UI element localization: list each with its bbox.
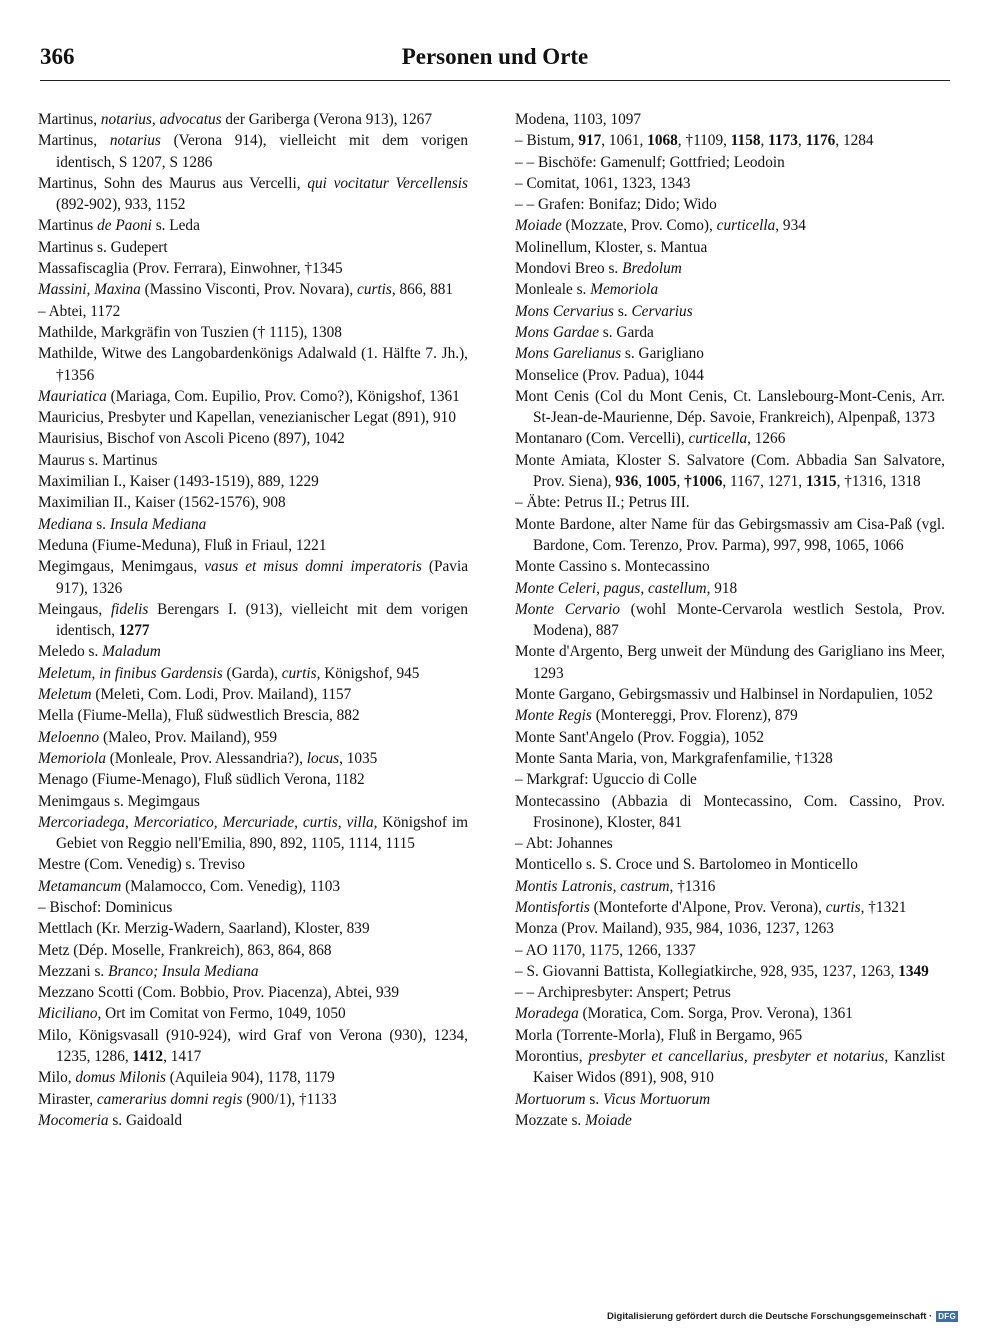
entry-text: Megimgaus, Menimgaus,: [38, 558, 205, 576]
entry-text: Massafiscaglia (Prov. Ferrara), Einwohner, †1345: [38, 260, 343, 278]
entry-text: – Comitat, 1061, 1323, 1343: [515, 174, 691, 192]
entry-text: Martinus,: [38, 132, 110, 150]
index-entry: [38, 514, 468, 535]
index-entry: [38, 215, 468, 236]
index-entry: [515, 343, 945, 364]
entry-text: Monselice (Prov. Padua), 1044: [515, 366, 704, 384]
entry-text: – Markgraf: Uguccio di Colle: [515, 771, 697, 789]
entry-text: der Gariberga (Verona 913), 1267: [221, 111, 432, 128]
entry-text: Mozzate s.: [515, 1111, 586, 1129]
index-entry: [515, 641, 945, 684]
entry-text: s. Gaidoald: [108, 1111, 183, 1129]
entry-text: 1068: [647, 132, 678, 150]
entry-text: Monte Amiata, Kloster S. Salvatore (Com. Abbadia San Salvatore, Prov. Siena),: [515, 451, 945, 491]
footer: [607, 1311, 958, 1322]
entry-text: Monte Cassino s. Montecassino: [515, 558, 710, 576]
entry-text: (Mariaga, Com. Eupilio, Prov. Como?), Königshof, 1361: [106, 387, 460, 405]
index-entry: [38, 173, 468, 216]
index-entry: [515, 109, 945, 130]
index-entry: [515, 322, 945, 343]
entry-text: Mezzano Scotti (Com. Bobbio, Prov. Piacenza), Abtei, 939: [38, 984, 399, 1002]
entry-text: , †1109,: [677, 132, 731, 150]
entry-text: curtis: [357, 281, 392, 299]
index-entry: [38, 705, 468, 726]
entry-text: 1277: [118, 622, 150, 640]
entry-text: 1173: [768, 132, 798, 150]
entry-text: Miraster,: [38, 1090, 97, 1108]
index-entry: [38, 599, 468, 642]
entry-text: Morla (Torrente-Morla), Fluß in Bergamo, 965: [515, 1026, 803, 1044]
entry-text: Menimgaus s. Megimgaus: [38, 792, 200, 810]
index-column-right: [515, 109, 945, 1131]
entry-text: Meletum, in finibus Gardensis: [38, 664, 223, 682]
entry-text: , †1316: [669, 877, 716, 895]
entry-text: Montecassino (Abbazia di Montecassino, Com. Cassino, Prov. Frosinone), Kloster, 841: [515, 792, 945, 831]
entry-text: Meletum: [38, 686, 92, 704]
entry-text: 1176: [805, 132, 836, 150]
entry-text: (Aquileia 904), 1178, 1179: [165, 1069, 335, 1087]
index-entry: [38, 428, 468, 449]
entry-text: (Malamocco, Com. Venedig), 1103: [121, 877, 341, 895]
entry-text: qui vocitatur Vercellensis: [307, 174, 468, 192]
entry-text: 936: [615, 473, 639, 491]
index-entry: [38, 1003, 468, 1024]
entry-text: , 1284: [835, 132, 874, 150]
entry-text: 917: [578, 132, 602, 150]
index-entry: [515, 194, 945, 215]
entry-text: Memoriola: [38, 749, 106, 767]
index-entry: [38, 343, 468, 386]
footer-credit: Digitalisierung gefördert durch die Deutsche Forschungsgemeinschaft ·: [607, 1311, 933, 1322]
entry-text: de Paoni: [97, 217, 152, 235]
entry-text: (892-902), 933, 1152: [56, 196, 186, 214]
index-entry: [38, 492, 468, 513]
index-entry: [515, 492, 945, 513]
index-entry: [38, 982, 468, 1003]
index-entry: [38, 535, 468, 556]
index-entry: [38, 641, 468, 662]
entry-text: Monte Cervario: [515, 600, 620, 618]
index-entry: [515, 727, 945, 748]
entry-text: – – Bischöfe: Gamenulf; Gottfried; Leodoin: [515, 153, 785, 171]
index-entry: [515, 1046, 945, 1089]
index-entry: [515, 599, 945, 642]
index-entry: [515, 1110, 945, 1131]
index-entry: [515, 365, 945, 386]
index-entry: [38, 301, 468, 322]
entry-text: (Verona 914), vielleicht mit dem vorigen identisch, S 1207, S 1286: [56, 132, 468, 171]
index-entry: [38, 279, 468, 300]
entry-text: , †1321: [860, 898, 907, 916]
index-entry: [515, 450, 945, 493]
entry-text: Maurus s. Martinus: [38, 451, 158, 469]
index-entry: [515, 152, 945, 173]
entry-text: Vicus Mortuorum: [602, 1090, 711, 1108]
entry-text: Berengars I. (913), vielleicht mit dem vorigen identisch,: [56, 600, 468, 640]
entry-text: , 1167, 1271,: [722, 473, 806, 491]
entry-text: Moiade: [585, 1111, 632, 1129]
index-entry: [515, 1025, 945, 1046]
entry-text: – Bischof: Dominicus: [38, 898, 173, 916]
index-entry: [515, 961, 945, 982]
entry-text: Meduna (Fiume-Meduna), Fluß in Friaul, 1221: [38, 536, 327, 554]
entry-text: Cervarius: [631, 302, 693, 320]
index-entry: [38, 237, 468, 258]
index-entry: [515, 897, 945, 918]
entry-text: s.: [92, 515, 110, 533]
entry-text: , 866, 881: [391, 281, 454, 299]
entry-text: Metamancum: [38, 877, 122, 895]
index-entry: [38, 748, 468, 769]
entry-text: fidelis: [110, 600, 149, 618]
page-number: 366: [40, 44, 75, 69]
entry-text: , 1417: [163, 1048, 202, 1066]
index-entry: [515, 769, 945, 790]
index-entry: [38, 812, 468, 855]
entry-text: Monte Santa Maria, von, Markgrafenfamilie, †1328: [515, 749, 833, 767]
index-entry: [38, 258, 468, 279]
entry-text: curticella: [688, 430, 748, 448]
entry-text: , Königshof, 945: [316, 664, 420, 682]
entry-text: †1006: [684, 473, 723, 491]
entry-text: Memoriola: [590, 281, 659, 299]
entry-text: , Kanzlist Kaiser Widos (891), 908, 910: [533, 1048, 946, 1087]
entry-text: Martinus: [38, 217, 98, 235]
index-entry: [38, 1025, 468, 1068]
entry-text: Mons Cervarius: [515, 302, 615, 320]
entry-text: Metz (Dép. Moselle, Frankreich), 863, 864, 868: [38, 941, 332, 959]
entry-text: presbyter et cancellarius, presbyter et notarius: [588, 1048, 885, 1066]
index-entry: [515, 1089, 945, 1110]
entry-text: Mestre (Com. Venedig) s. Treviso: [38, 856, 246, 874]
entry-text: – Bistum,: [515, 132, 579, 150]
entry-text: (Moratica, Com. Sorga, Prov. Verona), 1361: [578, 1005, 853, 1023]
entry-text: notarius, advocatus: [100, 111, 222, 128]
index-entry: [515, 237, 945, 258]
entry-text: Mediana: [38, 515, 93, 533]
entry-text: Monte Bardone, alter Name für das Gebirgsmassiv am Cisa-Paß (vgl. Bardone, Com. Terenzo, Prov. Parma), 997, 998, 1065, 1066: [515, 515, 945, 554]
entry-text: , 1266: [747, 430, 786, 448]
page-title: Personen und Orte: [401, 44, 589, 69]
entry-text: Branco; Insula Mediana: [108, 962, 259, 980]
entry-text: (Garda),: [222, 664, 282, 682]
entry-text: (Mozzate, Prov. Como),: [561, 217, 717, 235]
entry-text: , 1061,: [601, 132, 648, 150]
index-entry: [515, 684, 945, 705]
index-entry: [38, 407, 468, 428]
entry-text: 1005: [645, 473, 677, 491]
entry-text: (Massino Visconti, Prov. Novara),: [140, 281, 358, 299]
index-entry: [515, 705, 945, 726]
entry-text: Mocomeria: [38, 1111, 109, 1129]
index-entry: [38, 940, 468, 961]
entry-text: (wohl Monte-Cervarola westlich Sestola, Prov. Modena), 887: [533, 600, 945, 640]
entry-text: Miciliano: [38, 1005, 98, 1023]
entry-text: s.: [585, 1090, 603, 1108]
index-entry: [38, 769, 468, 790]
entry-text: Morontius,: [515, 1048, 589, 1066]
index-entry: [38, 322, 468, 343]
entry-text: – S. Giovanni Battista, Kollegiatkirche, 928, 935, 1237, 1263,: [515, 962, 899, 980]
entry-text: – – Archipresbyter: Anspert; Petrus: [515, 984, 731, 1002]
index-entry: [38, 386, 468, 407]
index-entry: [38, 918, 468, 939]
entry-text: s. Garigliano: [621, 345, 704, 363]
index-column-left: [38, 109, 468, 1131]
dfg-logo: DFG: [938, 1312, 956, 1321]
entry-text: (Meleti, Com. Lodi, Prov. Mailand), 1157: [91, 686, 352, 704]
entry-text: (Monleale, Prov. Alessandria?),: [105, 749, 307, 767]
entry-text: – – Grafen: Bonifaz; Dido; Wido: [515, 196, 717, 214]
index-entry: [515, 940, 945, 961]
header-rule: [40, 80, 950, 81]
entry-text: Mauricius, Presbyter und Kapellan, venezianischer Legat (891), 910: [38, 409, 456, 427]
index-entry: [38, 684, 468, 705]
index-entry: [515, 833, 945, 854]
index-entry: [515, 556, 945, 577]
entry-text: Menago (Fiume-Menago), Fluß südlich Verona, 1182: [38, 771, 365, 789]
entry-text: Mathilde, Witwe des Langobardenkönigs Adalwald (1. Hälfte 7. Jh.), †1356: [38, 345, 468, 384]
page-header: [40, 44, 950, 80]
entry-text: Mettlach (Kr. Merzig-Wadern, Saarland), Kloster, 839: [38, 920, 370, 938]
entry-text: Bredolum: [622, 260, 682, 278]
index-entry: [38, 897, 468, 918]
entry-text: Maximilian I., Kaiser (1493-1519), 889, 1229: [38, 473, 319, 491]
index-entry: [515, 386, 945, 429]
entry-text: Maladum: [102, 643, 161, 661]
entry-text: (900/1), †1133: [242, 1090, 337, 1108]
entry-text: Mons Gardae: [515, 323, 599, 341]
entry-text: Mons Garelianus: [515, 345, 622, 363]
index-entry: [38, 556, 468, 599]
entry-text: 1158: [730, 132, 761, 150]
entry-text: Massini, Maxina: [38, 281, 141, 299]
entry-text: Monte Regis: [515, 707, 592, 725]
entry-text: curtis: [825, 898, 861, 916]
index-entry: [515, 982, 945, 1003]
index-entry: [515, 130, 945, 151]
entry-text: 1349: [898, 962, 929, 980]
entry-text: Monleale s.: [515, 281, 591, 299]
index-entry: [515, 428, 945, 449]
entry-text: Meloenno: [38, 728, 100, 746]
entry-text: – Abtei, 1172: [38, 302, 121, 320]
index-entry: [38, 1089, 468, 1110]
entry-text: locus: [306, 749, 340, 767]
entry-text: Modena, 1103, 1097: [515, 111, 642, 128]
entry-text: Monza (Prov. Mailand), 935, 984, 1036, 1237, 1263: [515, 920, 834, 938]
entry-text: Meingaus,: [38, 600, 111, 618]
entry-text: Maximilian II., Kaiser (1562-1576), 908: [38, 494, 286, 512]
entry-text: Martinus s. Gudepert: [38, 238, 168, 256]
entry-text: Montanaro (Com. Vercelli),: [515, 430, 689, 448]
entry-text: Monte Celeri, pagus, castellum: [515, 579, 707, 597]
index-entry: [38, 854, 468, 875]
entry-text: , Ort im Comitat von Fermo, 1049, 1050: [97, 1005, 346, 1023]
entry-text: Meledo s.: [38, 643, 103, 661]
entry-text: Martinus,: [38, 111, 101, 128]
entry-text: Monte Sant'Angelo (Prov. Foggia), 1052: [515, 728, 765, 746]
entry-text: Insula Mediana: [109, 515, 207, 533]
entry-text: – Abt: Johannes: [515, 835, 613, 853]
entry-text: Mortuorum: [515, 1090, 586, 1108]
entry-text: Monticello s. S. Croce und S. Bartolomeo in Monticello: [515, 856, 858, 874]
index-entry: [515, 918, 945, 939]
entry-text: curticella: [716, 217, 776, 235]
entry-text: s.: [614, 302, 632, 320]
entry-text: curtis: [281, 664, 317, 682]
entry-text: Moiade: [515, 217, 562, 235]
entry-text: Montisfortis: [515, 898, 590, 916]
index-entry: [515, 279, 945, 300]
entry-text: Moradega: [515, 1005, 579, 1023]
entry-text: ,: [676, 473, 685, 491]
index-entry: [38, 109, 468, 130]
entry-text: s. Garda: [598, 323, 654, 341]
entry-text: (Montereggi, Prov. Florenz), 879: [591, 707, 798, 725]
index-entry: [38, 1067, 468, 1088]
entry-text: domus Milonis: [75, 1069, 166, 1087]
entry-text: Mathilde, Markgräfin von Tuszien († 1115), 1308: [38, 323, 342, 341]
index-entry: [38, 471, 468, 492]
entry-text: Mondovi Breo s.: [515, 260, 623, 278]
entry-text: notarius: [109, 132, 161, 150]
entry-text: Maurisius, Bischof von Ascoli Piceno (897), 1042: [38, 430, 345, 448]
entry-text: Martinus, Sohn des Maurus aus Vercelli,: [38, 174, 308, 192]
index-entry: [515, 514, 945, 557]
entry-text: (Maleo, Prov. Mailand), 959: [99, 728, 278, 746]
index-entry: [515, 791, 945, 834]
index-entry: [38, 1110, 468, 1131]
entry-text: 1315: [805, 473, 837, 491]
index-entry: [515, 876, 945, 897]
entry-text: ,: [797, 132, 806, 150]
index-entry: [515, 258, 945, 279]
index-entry: [515, 854, 945, 875]
index-entry: [38, 876, 468, 897]
entry-text: Königshof im Gebiet von Reggio nell'Emilia, 890, 892, 1105, 1114, 1115: [56, 813, 468, 853]
entry-text: , †1316, 1318: [836, 473, 921, 491]
entry-text: s. Leda: [151, 217, 200, 235]
entry-text: 1412: [132, 1048, 164, 1066]
entry-text: Mercoriadega, Mercoriatico, Mercuriade, curtis, villa,: [38, 813, 378, 831]
entry-text: (Pavia 917), 1326: [56, 558, 468, 597]
index-entry: [38, 663, 468, 684]
entry-text: Monte d'Argento, Berg unweit der Mündung des Garigliano ins Meer, 1293: [515, 643, 945, 682]
entry-text: Monte Gargano, Gebirgsmassiv und Halbinsel in Nordapulien, 1052: [515, 686, 933, 704]
entry-text: ,: [638, 473, 646, 491]
index-entry: [515, 301, 945, 322]
entry-text: camerarius domni regis: [96, 1090, 243, 1108]
entry-text: (Monteforte d'Alpone, Prov. Verona),: [589, 898, 826, 916]
entry-text: Montis Latronis, castrum: [515, 877, 670, 895]
index-entry: [515, 173, 945, 194]
entry-text: , 1035: [339, 749, 378, 767]
entry-text: – Äbte: Petrus II.; Petrus III.: [515, 494, 690, 512]
entry-text: Mont Cenis (Col du Mont Cenis, Ct. Lanslebourg-Mont-Cenis, Arr. St-Jean-de-Maurienne, Dép. Savoie, Frankreich), Alpenpaß, 1373: [515, 387, 945, 427]
entry-text: – AO 1170, 1175, 1266, 1337: [515, 941, 696, 959]
index-entry: [38, 450, 468, 471]
entry-text: Molinellum, Kloster, s. Mantua: [515, 238, 708, 256]
entry-text: Milo, Königsvasall (910-924), wird Graf von Verona (930), 1234, 1235, 1286,: [38, 1026, 468, 1066]
index-entry: [515, 578, 945, 599]
index-entry: [38, 130, 468, 173]
index-entry: [515, 215, 945, 236]
index-entry: [38, 791, 468, 812]
entry-text: vasus et misus domni imperatoris: [204, 558, 422, 576]
index-entry: [515, 748, 945, 769]
entry-text: Mezzani s.: [38, 962, 109, 980]
index-entry: [515, 1003, 945, 1024]
entry-text: Milo,: [38, 1069, 76, 1087]
index-entry: [38, 961, 468, 982]
entry-text: , 918: [706, 579, 738, 597]
entry-text: Mauriatica: [38, 387, 107, 405]
entry-text: ,: [760, 132, 769, 150]
entry-text: , 934: [775, 217, 806, 235]
index-entry: [38, 727, 468, 748]
entry-text: Mella (Fiume-Mella), Fluß südwestlich Brescia, 882: [38, 707, 360, 725]
